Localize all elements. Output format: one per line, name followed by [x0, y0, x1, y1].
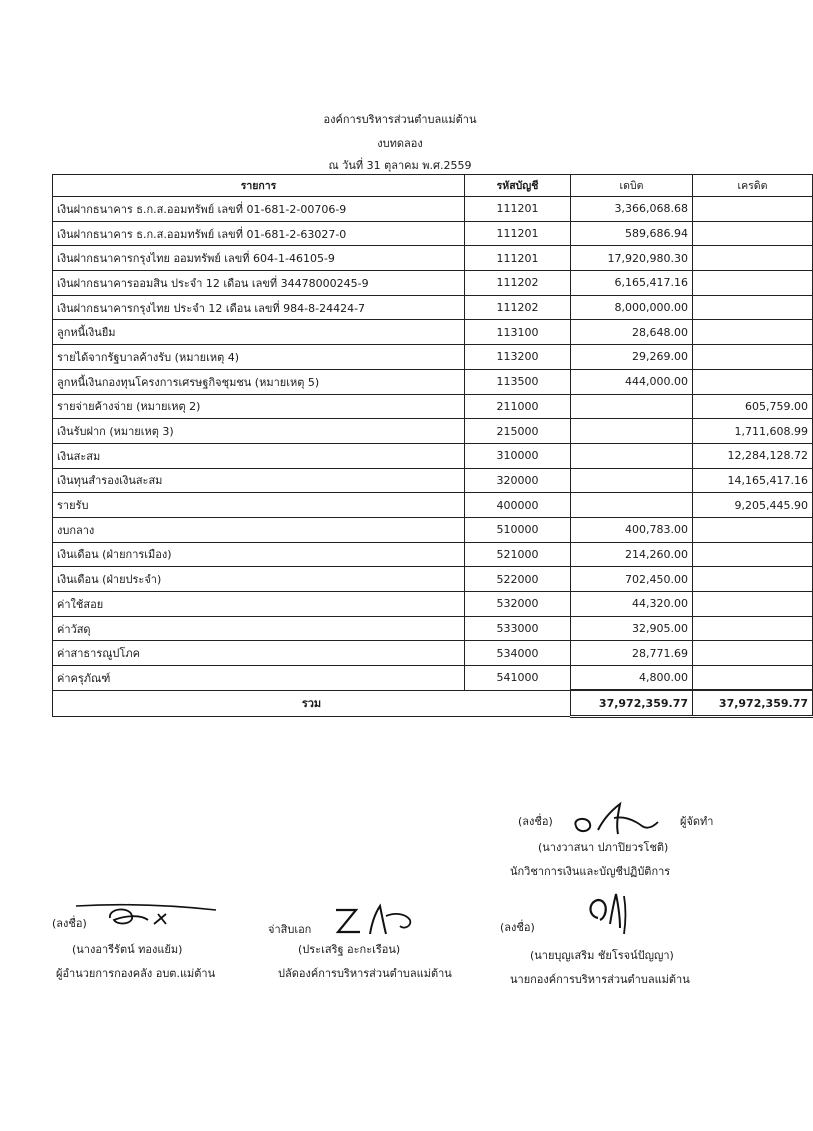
- row-code-cell: 400000: [465, 493, 571, 518]
- table-row: [53, 567, 813, 592]
- manager-role-label: ผู้จัดทำ: [680, 815, 714, 828]
- total-row: [53, 690, 813, 716]
- row-debit-cell: 4,800.00: [571, 666, 693, 691]
- row-name-cell: รายจ่ายค้างจ่าย (หมายเหตุ 2): [53, 394, 465, 419]
- row-credit-cell: [693, 616, 813, 641]
- table-row: [53, 592, 813, 617]
- table-body: [53, 197, 813, 691]
- manager-sign-label: (ลงชื่อ): [518, 815, 553, 828]
- clerk-rank: จ่าสิบเอก: [268, 923, 312, 936]
- column-header-credit: เครดิต: [693, 175, 813, 197]
- clerk-position: ปลัดองค์การบริหารส่วนตำบลแม่ต้าน: [278, 967, 452, 980]
- row-credit-cell: 1,711,608.99: [693, 419, 813, 444]
- row-debit-cell: 6,165,417.16: [571, 271, 693, 296]
- clerk-signature-image: [330, 900, 430, 940]
- table-row: [53, 419, 813, 444]
- row-debit-cell: 444,000.00: [571, 369, 693, 394]
- row-credit-cell: [693, 369, 813, 394]
- table-row: [53, 443, 813, 468]
- row-credit-cell: 14,165,417.16: [693, 468, 813, 493]
- row-code-cell: 215000: [465, 419, 571, 444]
- row-name-cell: เงินฝากธนาคารกรุงไทย ออมทรัพย์ เลขที่ 604-1-46105-9: [53, 246, 465, 271]
- row-code-cell: 211000: [465, 394, 571, 419]
- row-debit-cell: 29,269.00: [571, 345, 693, 370]
- row-code-cell: 113500: [465, 369, 571, 394]
- row-debit-cell: [571, 468, 693, 493]
- chief-position: นายกองค์การบริหารส่วนตำบลแม่ต้าน: [510, 973, 690, 986]
- row-credit-cell: 9,205,445.90: [693, 493, 813, 518]
- row-code-cell: 113200: [465, 345, 571, 370]
- row-credit-cell: [693, 271, 813, 296]
- finance-position: ผู้อำนวยการกองคลัง อบต.แม่ต้าน: [56, 967, 216, 980]
- row-code-cell: 320000: [465, 468, 571, 493]
- total-label: รวม: [53, 690, 571, 716]
- row-credit-cell: [693, 197, 813, 222]
- total-debit: 37,972,359.77: [571, 690, 693, 716]
- row-code-cell: 111202: [465, 295, 571, 320]
- row-code-cell: 111201: [465, 197, 571, 222]
- finance-name: (นางอารีรัตน์ ทองแย้ม): [72, 943, 183, 956]
- finance-signature-image: [70, 898, 220, 932]
- row-code-cell: 541000: [465, 666, 571, 691]
- trial-balance-table: [52, 174, 813, 718]
- row-credit-cell: [693, 592, 813, 617]
- table-row: [53, 197, 813, 222]
- row-debit-cell: [571, 443, 693, 468]
- row-credit-cell: [693, 567, 813, 592]
- table-row: [53, 517, 813, 542]
- row-debit-cell: 702,450.00: [571, 567, 693, 592]
- row-debit-cell: 589,686.94: [571, 221, 693, 246]
- row-code-cell: 532000: [465, 592, 571, 617]
- row-name-cell: ลูกหนี้เงินยืม: [53, 320, 465, 345]
- row-debit-cell: 28,771.69: [571, 641, 693, 666]
- row-name-cell: ค่าวัสดุ: [53, 616, 465, 641]
- row-credit-cell: [693, 666, 813, 691]
- row-credit-cell: [693, 221, 813, 246]
- table-row: [53, 271, 813, 296]
- row-debit-cell: 32,905.00: [571, 616, 693, 641]
- row-name-cell: เงินเดือน (ฝ่ายประจำ): [53, 567, 465, 592]
- document-title: งบทดลอง: [377, 137, 423, 150]
- table-row: [53, 493, 813, 518]
- row-name-cell: เงินเดือน (ฝ่ายการเมือง): [53, 542, 465, 567]
- manager-position: นักวิชาการเงินและบัญชีปฏิบัติการ: [510, 865, 671, 878]
- chief-name: (นายบุญเสริม ชัยโรจน์ปัญญา): [530, 949, 674, 962]
- clerk-name: (ประเสริฐ อะกะเรือน): [298, 943, 401, 956]
- row-credit-cell: [693, 542, 813, 567]
- row-code-cell: 111201: [465, 221, 571, 246]
- document-date: ณ วันที่ 31 ตุลาคม พ.ศ.2559: [328, 159, 472, 172]
- row-credit-cell: [693, 345, 813, 370]
- table-row: [53, 295, 813, 320]
- column-header-debit: เดบิต: [571, 175, 693, 197]
- finance-sign-label: (ลงชื่อ): [52, 917, 87, 930]
- row-code-cell: 111202: [465, 271, 571, 296]
- manager-name: (นางวาสนา ปภาปิยวรโชติ): [538, 841, 669, 854]
- row-code-cell: 510000: [465, 517, 571, 542]
- row-debit-cell: 28,648.00: [571, 320, 693, 345]
- row-credit-cell: 605,759.00: [693, 394, 813, 419]
- row-debit-cell: [571, 493, 693, 518]
- row-code-cell: 534000: [465, 641, 571, 666]
- table-row: [53, 345, 813, 370]
- row-name-cell: เงินทุนสำรองเงินสะสม: [53, 468, 465, 493]
- row-name-cell: ค่าใช้สอย: [53, 592, 465, 617]
- row-code-cell: 310000: [465, 443, 571, 468]
- org-name: องค์การบริหารส่วนตำบลแม่ต้าน: [323, 113, 477, 126]
- chief-signature-image: [580, 888, 640, 938]
- table-row: [53, 394, 813, 419]
- row-debit-cell: 8,000,000.00: [571, 295, 693, 320]
- table-header-row: [53, 175, 813, 197]
- manager-signature-image: [568, 796, 678, 842]
- row-debit-cell: 214,260.00: [571, 542, 693, 567]
- table-row: [53, 616, 813, 641]
- table-row: [53, 666, 813, 691]
- row-name-cell: ลูกหนี้เงินกองทุนโครงการเศรษฐกิจชุมชน (หมายเหตุ 5): [53, 369, 465, 394]
- column-header-item: รายการ: [53, 175, 465, 197]
- row-name-cell: ค่าครุภัณฑ์: [53, 666, 465, 691]
- row-name-cell: เงินรับฝาก (หมายเหตุ 3): [53, 419, 465, 444]
- column-header-code: รหัสบัญชี: [465, 175, 571, 197]
- row-credit-cell: [693, 517, 813, 542]
- row-debit-cell: 44,320.00: [571, 592, 693, 617]
- row-debit-cell: [571, 419, 693, 444]
- row-name-cell: เงินฝากธนาคารกรุงไทย ประจำ 12 เดือน เลขที่ 984-8-24424-7: [53, 295, 465, 320]
- row-debit-cell: 3,366,068.68: [571, 197, 693, 222]
- row-debit-cell: 400,783.00: [571, 517, 693, 542]
- row-name-cell: เงินสะสม: [53, 443, 465, 468]
- row-name-cell: ค่าสาธารณูปโภค: [53, 641, 465, 666]
- row-debit-cell: [571, 394, 693, 419]
- row-credit-cell: [693, 246, 813, 271]
- row-code-cell: 521000: [465, 542, 571, 567]
- row-name-cell: เงินฝากธนาคาร ธ.ก.ส.ออมทรัพย์ เลขที่ 01-681-2-63027-0: [53, 221, 465, 246]
- row-debit-cell: 17,920,980.30: [571, 246, 693, 271]
- row-code-cell: 111201: [465, 246, 571, 271]
- row-credit-cell: [693, 641, 813, 666]
- table-row: [53, 468, 813, 493]
- total-credit: 37,972,359.77: [693, 690, 813, 716]
- table-row: [53, 641, 813, 666]
- row-credit-cell: [693, 295, 813, 320]
- row-name-cell: เงินฝากธนาคารออมสิน ประจำ 12 เดือน เลขที่ 34478000245-9: [53, 271, 465, 296]
- table-row: [53, 221, 813, 246]
- row-name-cell: งบกลาง: [53, 517, 465, 542]
- row-code-cell: 533000: [465, 616, 571, 641]
- row-credit-cell: [693, 320, 813, 345]
- row-credit-cell: 12,284,128.72: [693, 443, 813, 468]
- table-row: [53, 246, 813, 271]
- row-name-cell: รายได้จากรัฐบาลค้างรับ (หมายเหตุ 4): [53, 345, 465, 370]
- table-row: [53, 369, 813, 394]
- row-code-cell: 522000: [465, 567, 571, 592]
- table-row: [53, 542, 813, 567]
- row-name-cell: เงินฝากธนาคาร ธ.ก.ส.ออมทรัพย์ เลขที่ 01-681-2-00706-9: [53, 197, 465, 222]
- table-row: [53, 320, 813, 345]
- row-name-cell: รายรับ: [53, 493, 465, 518]
- row-code-cell: 113100: [465, 320, 571, 345]
- chief-sign-label: (ลงชื่อ): [500, 921, 535, 934]
